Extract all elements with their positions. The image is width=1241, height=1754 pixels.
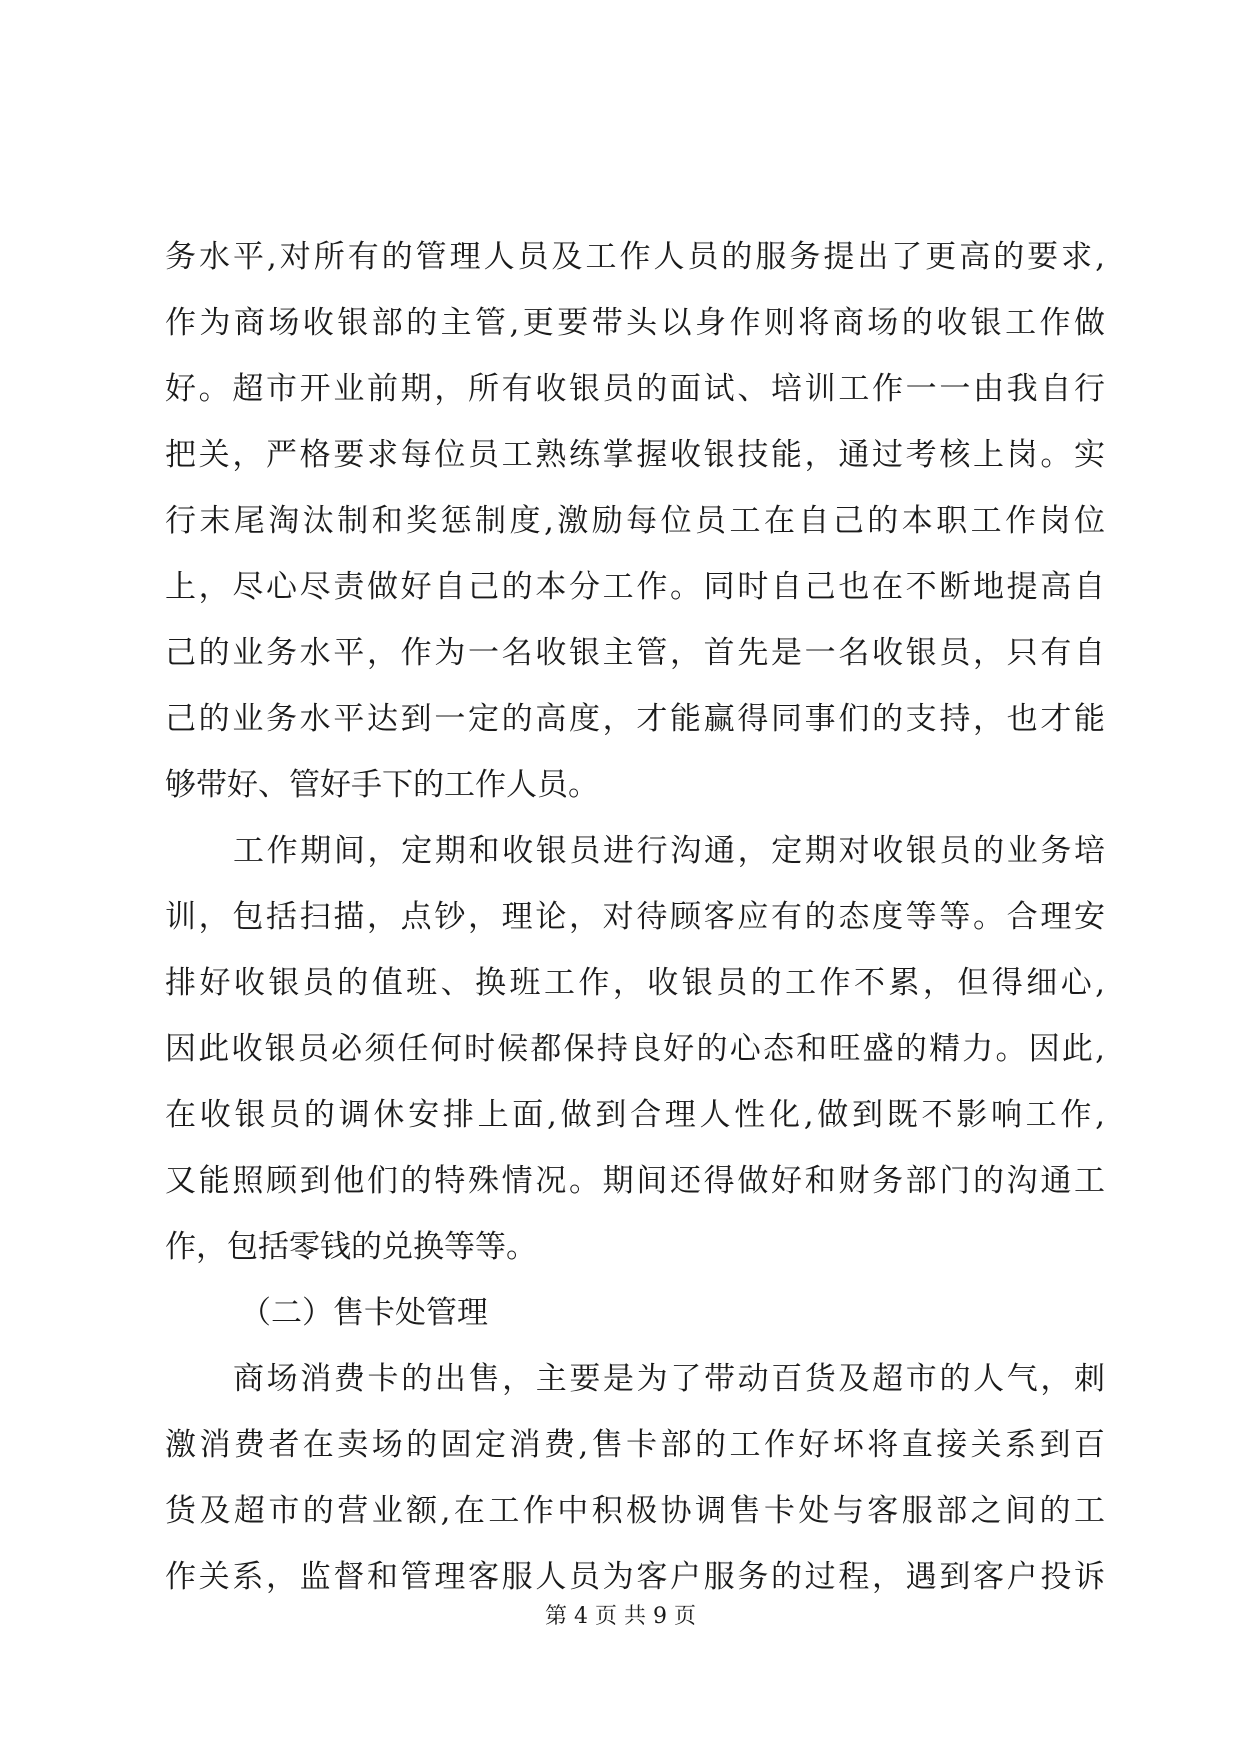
text-line: 己的业务水平，作为一名收银主管，首先是一名收银员，只有自	[165, 635, 1105, 671]
text-line: 工作期间，定期和收银员进行沟通，定期对收银员的业务培	[233, 833, 1105, 869]
page-number: 第 4 页 共 9 页	[545, 1604, 696, 1629]
paragraph	[165, 1346, 1105, 1610]
text-line: 上，尽心尽责做好自己的本分工作。同时自己也在不断地提高自	[165, 569, 1105, 605]
text-line: 又能照顾到他们的特殊情况。期间还得做好和财务部门的沟通工	[165, 1163, 1105, 1199]
text-line: 把关，严格要求每位员工熟练掌握收银技能，通过考核上岗。实	[165, 437, 1105, 473]
page-footer	[0, 1602, 1241, 1632]
text-line: 排好收银员的值班、换班工作，收银员的工作不累，但得细心,	[165, 965, 1105, 1001]
text-line: 货及超市的营业额,在工作中积极协调售卡处与客服部之间的工	[165, 1493, 1105, 1529]
paragraph-continuation	[165, 224, 1105, 818]
section-heading	[165, 1280, 1105, 1346]
text-line: 作关系，监督和管理客服人员为客户服务的过程，遇到客户投诉	[165, 1559, 1105, 1595]
text-line: 商场消费卡的出售，主要是为了带动百货及超市的人气，刺	[233, 1361, 1105, 1397]
section-heading-text: （二）售卡处管理	[240, 1295, 488, 1331]
text-line: 己的业务水平达到一定的高度，才能赢得同事们的支持，也才能	[165, 701, 1105, 737]
paragraph	[165, 818, 1105, 1280]
text-line: 够带好、管好手下的工作人员。	[165, 767, 599, 803]
text-line: 在收银员的调休安排上面,做到合理人性化,做到既不影响工作,	[165, 1097, 1105, 1133]
text-line: 因此收银员必须任何时候都保持良好的心态和旺盛的精力。因此,	[165, 1031, 1105, 1067]
text-line: 好。超市开业前期，所有收银员的面试、培训工作一一由我自行	[165, 371, 1105, 407]
text-line: 行末尾淘汰制和奖惩制度,激励每位员工在自己的本职工作岗位	[165, 503, 1105, 539]
text-line: 作为商场收银部的主管,更要带头以身作则将商场的收银工作做	[165, 305, 1105, 341]
text-line: 作，包括零钱的兑换等等。	[165, 1229, 537, 1265]
text-line: 训，包括扫描，点钞，理论，对待顾客应有的态度等等。合理安	[165, 899, 1105, 935]
document-body	[165, 224, 1105, 1610]
text-line: 激消费者在卖场的固定消费,售卡部的工作好坏将直接关系到百	[165, 1427, 1105, 1463]
text-line: 务水平,对所有的管理人员及工作人员的服务提出了更高的要求,	[165, 239, 1105, 275]
